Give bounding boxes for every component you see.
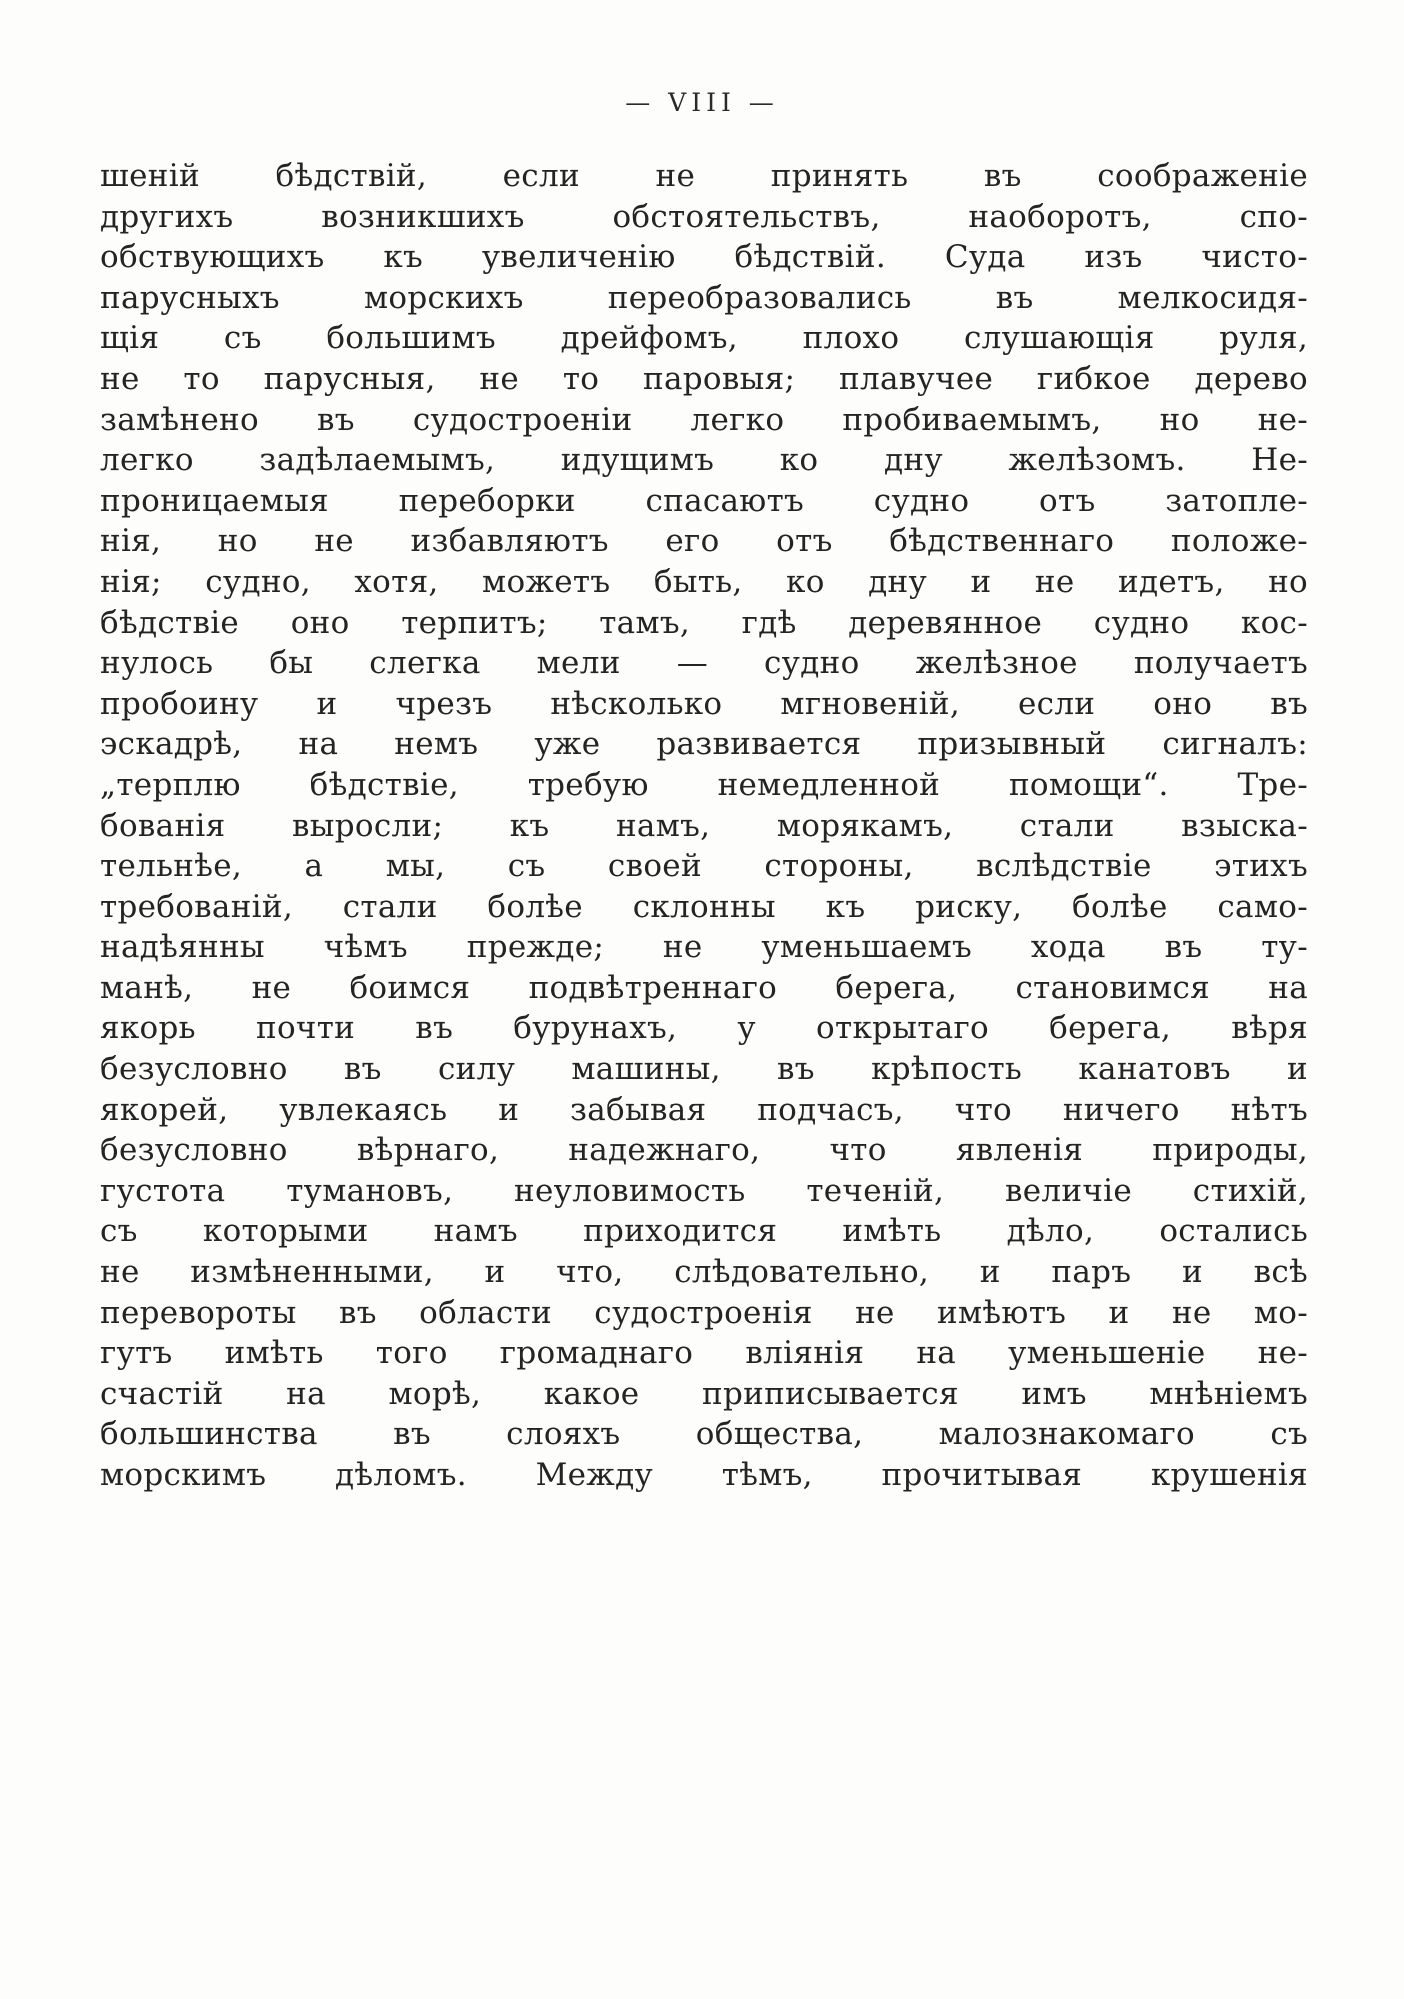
- text-line: гутъ имѣть того громаднаго вліянія на уменьшеніе не-: [100, 1335, 1308, 1372]
- text-line: морскимъ дѣломъ. Между тѣмъ, прочитывая крушенія: [100, 1457, 1308, 1493]
- text-line: „терплю бѣдствіе, требую немедленной помощи“. Тре-: [100, 766, 1308, 803]
- text-line: нулось бы слегка мели — судно желѣзное получаетъ: [100, 645, 1308, 682]
- page-number: — VIII —: [625, 88, 779, 117]
- text-line: щія съ большимъ дрейфомъ, плохо слушающія руля,: [100, 320, 1308, 357]
- text-line: обствующихъ къ увеличенію бѣдствій. Суда изъ чисто-: [100, 239, 1308, 276]
- body-text: [100, 156, 1308, 1496]
- text-line: легко задѣлаемымъ, идущимъ ко дну желѣзомъ. Не-: [100, 442, 1308, 479]
- text-line: бованія выросли; къ намъ, морякамъ, стали взыска-: [100, 807, 1308, 844]
- text-line: парусныхъ морскихъ переобразовались въ мелкосидя-: [100, 279, 1308, 316]
- text-line: манѣ, не боимся подвѣтреннаго берега, становимся на: [100, 969, 1308, 1006]
- text-line: якорь почти въ бурунахъ, у открытаго берега, вѣря: [100, 1010, 1308, 1047]
- text-line: безусловно въ силу машины, въ крѣпость канатовъ и: [100, 1051, 1308, 1088]
- text-line: пробоину и чрезъ нѣсколько мгновеній, если оно въ: [100, 685, 1308, 722]
- text-line: шеній бѣдствій, если не принять въ соображеніе: [100, 158, 1308, 194]
- text-line: замѣнено въ судостроеніи легко пробиваемымъ, но не-: [100, 401, 1308, 438]
- text-line: нія; судно, хотя, можетъ быть, ко дну и не идетъ, но: [100, 563, 1308, 600]
- text-line: требованій, стали болѣе склонны къ риску, болѣе само-: [100, 888, 1308, 925]
- text-line: другихъ возникшихъ обстоятельствъ, наоборотъ, спо-: [100, 198, 1308, 235]
- text-line: тельнѣе, а мы, съ своей стороны, вслѣдствіе этихъ: [100, 848, 1308, 885]
- text-line: эскадрѣ, на немъ уже развивается призывный сигналъ:: [100, 726, 1308, 763]
- text-line: надѣянны чѣмъ прежде; не уменьшаемъ хода въ ту-: [100, 929, 1308, 966]
- text-line: счастій на морѣ, какое приписывается имъ мнѣніемъ: [100, 1375, 1308, 1412]
- text-line: перевороты въ области судостроенія не имѣютъ и не мо-: [100, 1294, 1308, 1331]
- text-line: не то парусныя, не то паровыя; плавучее гибкое дерево: [100, 360, 1308, 397]
- text-line: не измѣненными, и что, слѣдовательно, и паръ и всѣ: [100, 1254, 1308, 1291]
- text-line: проницаемыя переборки спасаютъ судно отъ затопле-: [100, 482, 1308, 519]
- text-line: нія, но не избавляютъ его отъ бѣдственнаго положе-: [100, 523, 1308, 560]
- text-line: большинства въ слояхъ общества, малознакомаго съ: [100, 1416, 1308, 1453]
- text-line: съ которыми намъ приходится имѣть дѣло, остались: [100, 1213, 1308, 1250]
- text-line: густота тумановъ, неуловимость теченій, величіе стихій,: [100, 1172, 1308, 1209]
- text-line: якорей, увлекаясь и забывая подчасъ, что ничего нѣтъ: [100, 1091, 1308, 1128]
- text-line: бѣдствіе оно терпитъ; тамъ, гдѣ деревянное судно кос-: [100, 604, 1308, 641]
- text-line: безусловно вѣрнаго, надежнаго, что явленія природы,: [100, 1132, 1308, 1169]
